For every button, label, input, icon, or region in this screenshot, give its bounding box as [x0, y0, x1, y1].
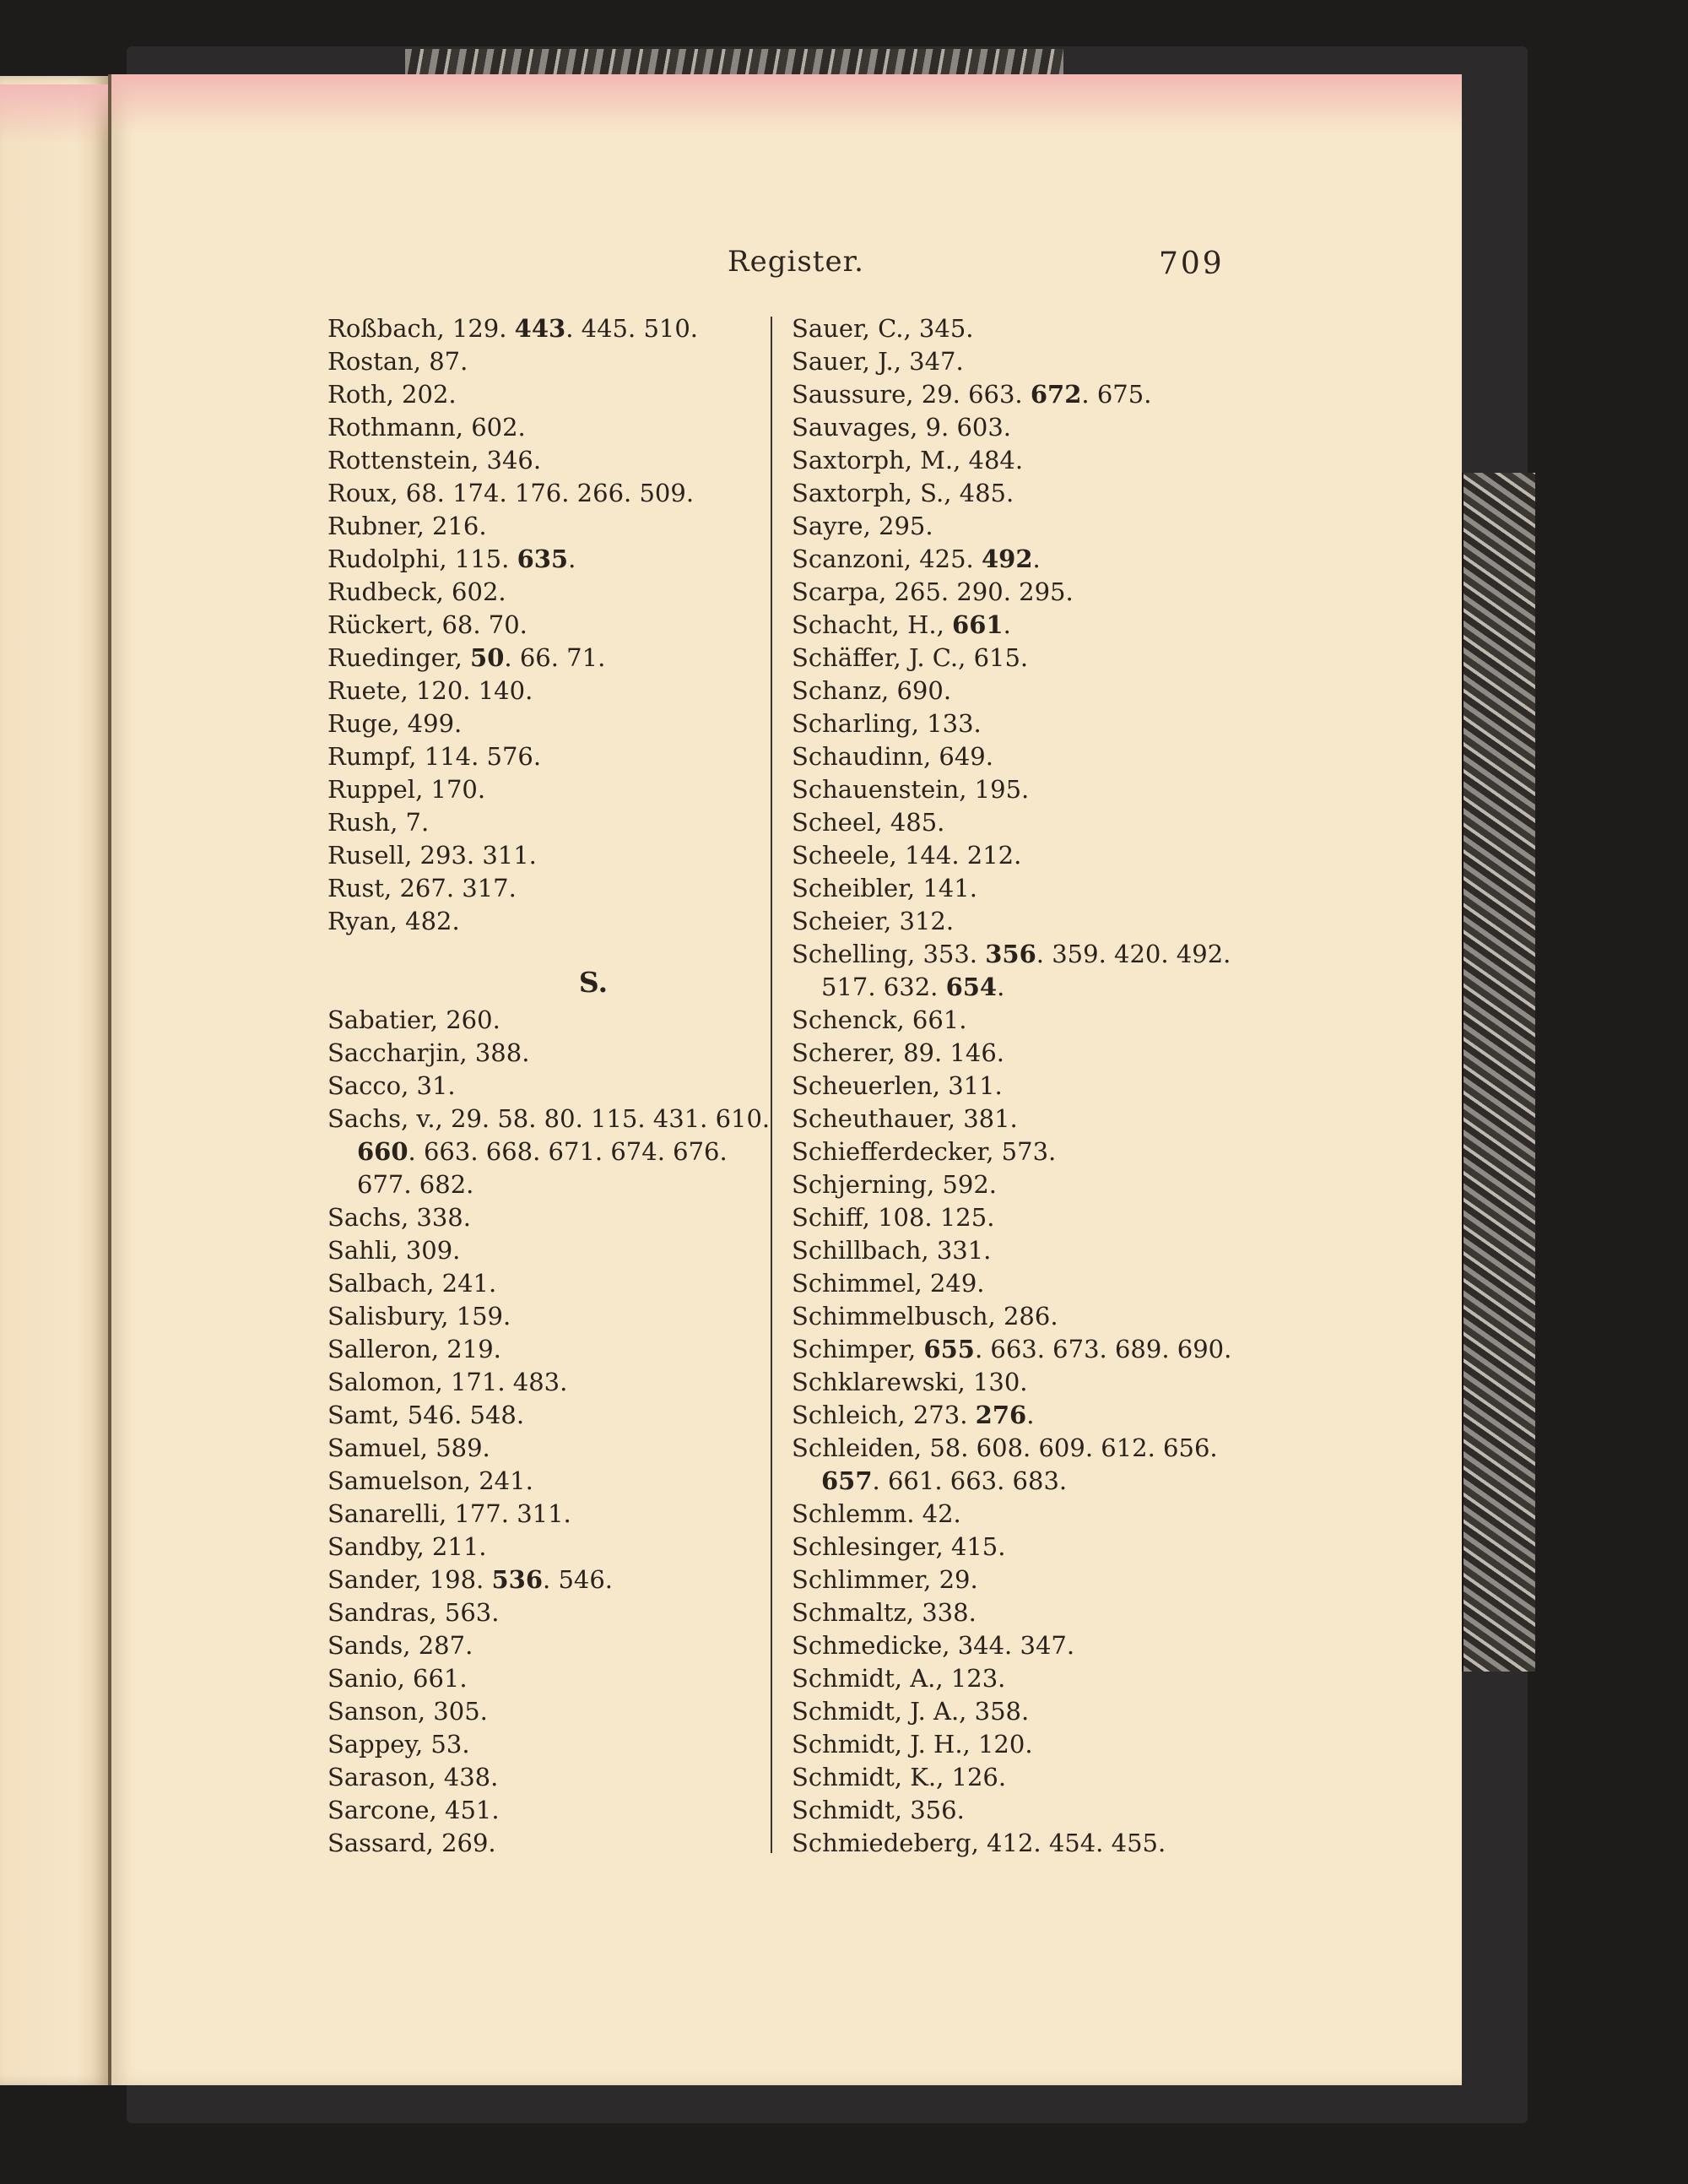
index-entry	[792, 1070, 1264, 1103]
bold-page-ref: 661	[952, 610, 1004, 639]
entry-text: Rudolphi, 115.	[327, 545, 517, 573]
running-head: Register.	[728, 245, 864, 279]
index-entry	[792, 1432, 1264, 1465]
index-entry	[792, 1761, 1264, 1794]
index-entry	[792, 1531, 1264, 1563]
entry-text: Saxtorph, S., 485.	[792, 479, 1014, 507]
entry-text: Schleiden, 58. 608. 609. 612. 656.	[792, 1433, 1218, 1462]
entry-text: Rush, 7.	[327, 808, 430, 837]
index-entry	[792, 1629, 1264, 1662]
entry-text: Rumpf, 114. 576.	[327, 742, 542, 771]
index-entry-continuation	[327, 1135, 766, 1168]
index-entry	[792, 1563, 1264, 1596]
index-entry	[327, 675, 766, 707]
index-entry	[792, 1333, 1264, 1366]
index-entry	[792, 1728, 1264, 1761]
bold-page-ref: 660	[357, 1137, 408, 1166]
entry-text: Sanio, 661.	[327, 1664, 468, 1693]
entry-text: Schmiedeberg, 412. 454. 455.	[792, 1829, 1166, 1857]
index-entry	[327, 1070, 766, 1103]
entry-text: Sassard, 269.	[327, 1829, 496, 1857]
entry-text: Schimmelbusch, 286.	[792, 1302, 1058, 1330]
index-entry	[792, 1135, 1264, 1168]
page-number: 709	[1159, 247, 1225, 281]
index-entry	[792, 576, 1264, 609]
entry-text: Rusell, 293. 311.	[327, 841, 537, 870]
index-entry	[792, 312, 1264, 345]
entry-text: Scherer, 89. 146.	[792, 1038, 1004, 1067]
previous-page-edge	[0, 76, 108, 2085]
index-entry-continuation	[792, 1465, 1264, 1498]
entry-text: Roßbach, 129.	[327, 314, 515, 343]
entry-text: Ruete, 120. 140.	[327, 676, 533, 705]
entry-text: 517. 632.	[821, 973, 946, 1001]
entry-text: Schmaltz, 338.	[792, 1598, 977, 1627]
index-entry	[792, 477, 1264, 510]
bold-page-ref: 356	[985, 940, 1036, 968]
index-entry	[327, 1300, 766, 1333]
entry-text: Sappey, 53.	[327, 1730, 470, 1759]
entry-text: Samuel, 589.	[327, 1433, 490, 1462]
entry-text: Schmidt, A., 123.	[792, 1664, 1006, 1693]
index-entry	[327, 411, 766, 444]
index-entry	[792, 543, 1264, 576]
entry-text: Schauenstein, 195.	[792, 775, 1030, 804]
entry-text: Salisbury, 159.	[327, 1302, 511, 1330]
entry-text: Samt, 546. 548.	[327, 1401, 525, 1429]
column-divider	[771, 317, 772, 1853]
entry-text: Schiff, 108. 125.	[792, 1203, 995, 1232]
entry-text: . 663. 673. 689. 690.	[974, 1335, 1232, 1363]
index-entry-continuation	[327, 1168, 766, 1201]
entry-text: Schlesinger, 415.	[792, 1532, 1006, 1561]
entry-text: Ruppel, 170.	[327, 775, 486, 804]
entry-text: Salomon, 171. 483.	[327, 1368, 568, 1396]
index-entry	[792, 510, 1264, 543]
entry-text: . 675.	[1081, 380, 1152, 409]
entry-text: Schimmel, 249.	[792, 1269, 985, 1298]
entry-text: Saxtorph, M., 484.	[792, 446, 1024, 474]
entry-text: . 359. 420. 492.	[1036, 940, 1231, 968]
entry-text: Schacht, H.,	[792, 610, 953, 639]
bold-page-ref: 654	[945, 973, 998, 1001]
index-entry	[792, 1103, 1264, 1135]
entry-text: Rottenstein, 346.	[327, 446, 542, 474]
entry-text: Sandras, 563.	[327, 1598, 500, 1627]
index-entry	[327, 345, 766, 378]
index-entry	[327, 1103, 771, 1135]
entry-text: Sandby, 211.	[327, 1532, 487, 1561]
index-entry	[327, 773, 766, 806]
index-entry	[792, 1399, 1264, 1432]
index-entry	[327, 1267, 766, 1300]
entry-text: Schaudinn, 649.	[792, 742, 993, 771]
entry-text: Rudbeck, 602.	[327, 577, 506, 606]
index-entry	[327, 1037, 766, 1070]
entries-s	[327, 1004, 771, 1860]
entry-text: . 661. 663. 683.	[872, 1466, 1068, 1495]
entry-text: .	[997, 973, 1005, 1001]
entry-text: . 546.	[543, 1565, 614, 1594]
index-entry	[327, 444, 766, 477]
bold-page-ref: 492	[982, 545, 1033, 573]
entry-text: . 663. 668. 671. 674. 676.	[408, 1137, 728, 1166]
entry-text: Scheele, 144. 212.	[792, 841, 1022, 870]
entries-r	[327, 312, 766, 938]
index-entry	[792, 839, 1264, 872]
entry-text: Sauer, C., 345.	[792, 314, 974, 343]
index-entry	[327, 312, 766, 345]
entry-text: Rückert, 68. 70.	[327, 610, 528, 639]
index-entry	[327, 1596, 766, 1629]
index-entry	[327, 839, 766, 872]
index-entry	[792, 806, 1264, 839]
entry-text: Roth, 202.	[327, 380, 457, 409]
entry-text: Scheuerlen, 311.	[792, 1071, 1003, 1100]
entry-text: Schlemm. 42.	[792, 1499, 961, 1528]
entry-text: Schmidt, 356.	[792, 1796, 965, 1824]
index-entry	[792, 1201, 1264, 1234]
entry-text: Sanarelli, 177. 311.	[327, 1499, 571, 1528]
entry-text: Schmidt, J. H., 120.	[792, 1730, 1033, 1759]
entry-text: Sarason, 438.	[327, 1763, 499, 1791]
entry-text: 677. 682.	[357, 1170, 474, 1199]
entry-text: .	[1032, 545, 1041, 573]
entry-text: Sauer, J., 347.	[792, 347, 964, 376]
entry-text: Schleich, 273.	[792, 1401, 976, 1429]
index-column-left	[327, 312, 771, 1860]
index-entry	[792, 773, 1264, 806]
entry-text: Schanz, 690.	[792, 676, 952, 705]
bold-page-ref: 50	[470, 643, 505, 672]
index-entry	[792, 1267, 1264, 1300]
entry-text: Schklarewski, 130.	[792, 1368, 1028, 1396]
entry-text: Scheuthauer, 381.	[792, 1104, 1018, 1133]
index-entry	[327, 510, 766, 543]
index-entry	[792, 411, 1264, 444]
index-entry	[327, 1531, 766, 1563]
entry-text: Sabatier, 260.	[327, 1005, 500, 1034]
index-entry	[327, 1695, 766, 1728]
index-entry	[327, 1629, 766, 1662]
index-entry	[327, 707, 766, 740]
index-entry	[792, 938, 1264, 971]
entry-text: . 445. 510.	[565, 314, 699, 343]
index-entry	[327, 477, 766, 510]
index-entry	[792, 905, 1264, 938]
index-entry	[792, 740, 1264, 773]
index-entry	[792, 707, 1264, 740]
entry-text: Scheel, 485.	[792, 808, 945, 837]
bold-page-ref: 635	[517, 545, 569, 573]
entry-text: Schenck, 661.	[792, 1005, 967, 1034]
entry-text: Salleron, 219.	[327, 1335, 501, 1363]
index-entry	[792, 378, 1264, 411]
entry-text: Sanson, 305.	[327, 1697, 488, 1726]
entry-text: Sands, 287.	[327, 1631, 473, 1660]
entry-text: Scarpa, 265. 290. 295.	[792, 577, 1074, 606]
index-entry	[792, 1827, 1264, 1860]
entry-text: Schmidt, K., 126.	[792, 1763, 1007, 1791]
index-entry	[792, 609, 1264, 642]
entry-text: Rothmann, 602.	[327, 413, 526, 442]
index-entry	[792, 1366, 1264, 1399]
entry-text: Ruedinger,	[327, 643, 471, 672]
bold-page-ref: 536	[491, 1565, 544, 1594]
index-entry	[327, 1728, 766, 1761]
index-entry	[327, 543, 766, 576]
index-entry	[792, 444, 1264, 477]
entry-text: Samuelson, 241.	[327, 1466, 533, 1495]
entry-text: Schjerning, 592.	[792, 1170, 998, 1199]
index-entry	[327, 642, 766, 675]
entry-text: Scheibler, 141.	[792, 874, 977, 902]
index-entry	[327, 905, 766, 938]
index-entry	[792, 1794, 1264, 1827]
index-entry	[327, 1761, 766, 1794]
entry-text: Schelling, 353.	[792, 940, 986, 968]
entry-text: .	[568, 545, 576, 573]
index-entry	[327, 1234, 766, 1267]
index-entry	[327, 1432, 766, 1465]
index-entry	[327, 1399, 766, 1432]
entry-text: Schäffer, J. C., 615.	[792, 643, 1029, 672]
entry-text: Saccharjin, 388.	[327, 1038, 530, 1067]
index-entry	[792, 642, 1264, 675]
marbled-cover-edge	[1460, 473, 1535, 1672]
entry-text: Schmidt, J. A., 358.	[792, 1697, 1030, 1726]
bold-page-ref: 655	[923, 1335, 975, 1363]
index-entry	[327, 378, 766, 411]
index-entry	[327, 1366, 766, 1399]
entry-text: Sauvages, 9. 603.	[792, 413, 1012, 442]
section-heading-s: S.	[578, 966, 609, 999]
index-entry	[792, 1037, 1264, 1070]
entry-text: Rostan, 87.	[327, 347, 468, 376]
index-entry	[327, 1563, 766, 1596]
entry-text: Scheier, 312.	[792, 907, 955, 935]
entry-text: Sahli, 309.	[327, 1236, 461, 1265]
bold-page-ref: 443	[514, 314, 566, 343]
entry-text: Sander, 198.	[327, 1565, 492, 1594]
index-entry	[792, 1695, 1264, 1728]
index-entry	[792, 1300, 1264, 1333]
index-entry	[792, 675, 1264, 707]
entry-text: .	[1003, 610, 1011, 639]
entry-text: . 66. 71.	[504, 643, 606, 672]
entry-text: Roux, 68. 174. 176. 266. 509.	[327, 479, 695, 507]
entry-text: Sachs, 338.	[327, 1203, 471, 1232]
entry-text: Scanzoni, 425.	[792, 545, 982, 573]
index-entry	[792, 1004, 1264, 1037]
entry-text: Rubner, 216.	[327, 512, 487, 540]
index-entry	[327, 806, 766, 839]
index-entry	[327, 1004, 766, 1037]
index-entry	[327, 1201, 766, 1234]
index-entry	[792, 1498, 1264, 1531]
entry-text: Salbach, 241.	[327, 1269, 497, 1298]
bold-page-ref: 657	[821, 1466, 873, 1495]
gutter	[108, 74, 111, 2085]
index-entry	[327, 576, 766, 609]
index-entry	[327, 1498, 766, 1531]
entry-text: Sarcone, 451.	[327, 1796, 500, 1824]
entry-text: Sachs, v., 29. 58. 80. 115. 431. 610.	[327, 1104, 771, 1133]
bold-page-ref: 276	[975, 1401, 1027, 1429]
index-entry	[327, 1827, 766, 1860]
entry-text: Schiefferdecker, 573.	[792, 1137, 1057, 1166]
entry-text: Rust, 267. 317.	[327, 874, 517, 902]
index-entry	[327, 609, 766, 642]
bold-page-ref: 672	[1030, 380, 1082, 409]
entry-text: Sacco, 31.	[327, 1071, 456, 1100]
entry-text: Sayre, 295.	[792, 512, 933, 540]
entry-text: Ruge, 499.	[327, 709, 463, 738]
index-entry	[327, 1794, 766, 1827]
index-entry	[792, 1234, 1264, 1267]
entries-s-continued	[792, 312, 1264, 1860]
index-entry	[327, 1333, 766, 1366]
index-entry	[792, 1596, 1264, 1629]
index-entry	[792, 872, 1264, 905]
entry-text: Scharling, 133.	[792, 709, 982, 738]
index-entry	[327, 1465, 766, 1498]
entry-text: Schillbach, 331.	[792, 1236, 992, 1265]
index-entry	[327, 1662, 766, 1695]
index-entry	[792, 1662, 1264, 1695]
index-column-right	[792, 312, 1264, 1860]
index-entry	[327, 740, 766, 773]
index-entry	[327, 872, 766, 905]
entry-text: Ryan, 482.	[327, 907, 460, 935]
entry-text: Saussure, 29. 663.	[792, 380, 1031, 409]
index-entry	[792, 1168, 1264, 1201]
entry-text: Schmedicke, 344. 347.	[792, 1631, 1075, 1660]
entry-text: Schimper,	[792, 1335, 924, 1363]
entry-text: .	[1026, 1401, 1035, 1429]
index-entry-continuation	[792, 971, 1264, 1004]
index-entry	[792, 345, 1264, 378]
entry-text: Schlimmer, 29.	[792, 1565, 978, 1594]
